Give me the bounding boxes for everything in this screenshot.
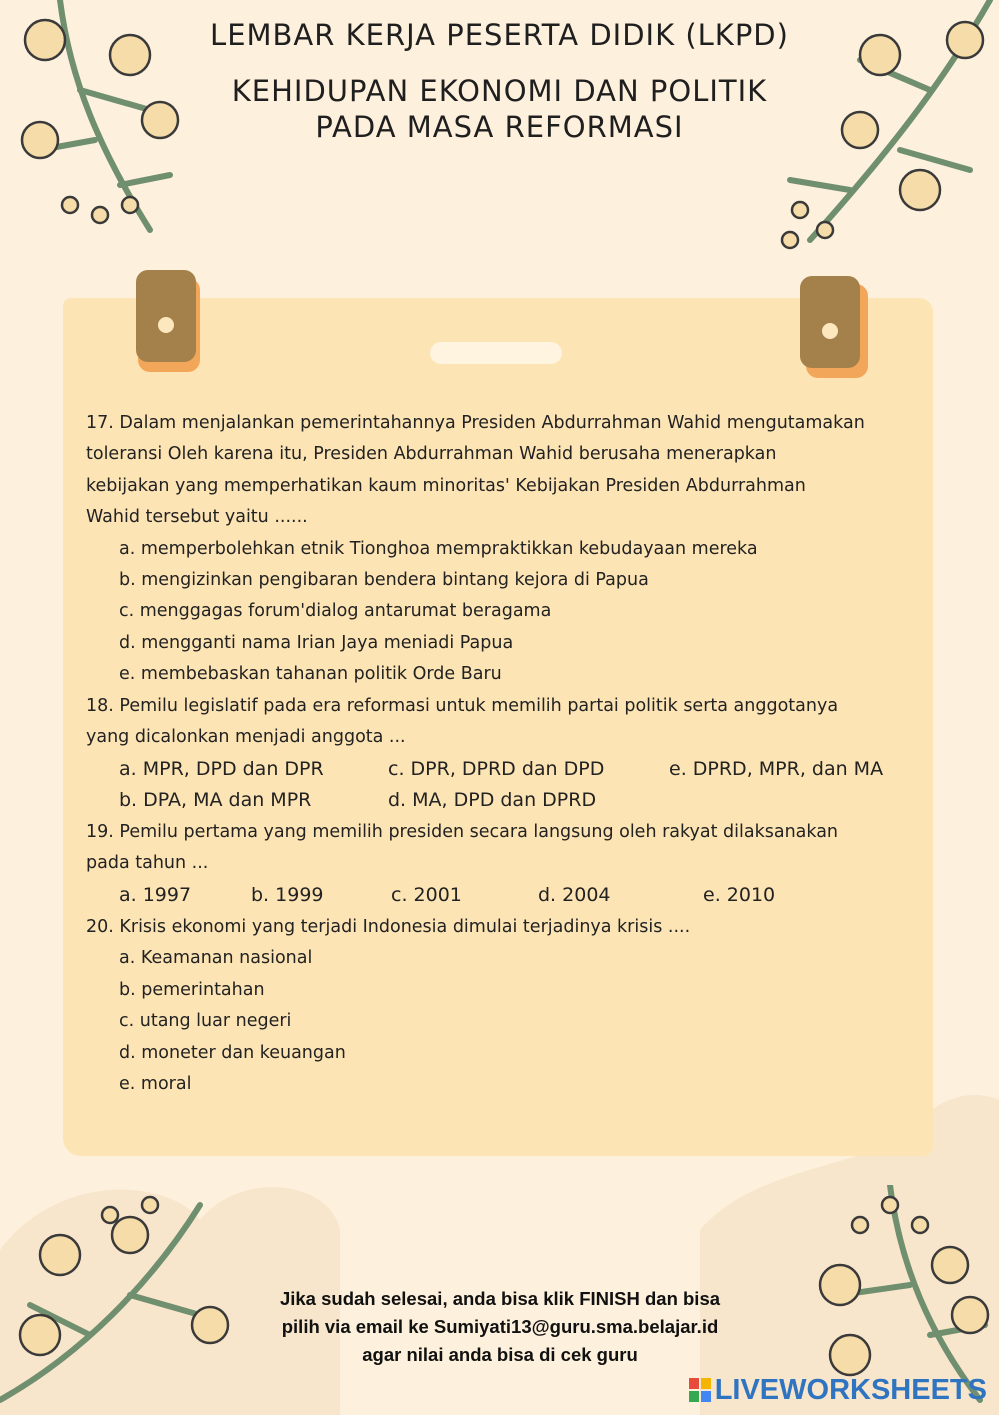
question-18-text-line: yang dicalonkan menjadi anggota ...: [86, 727, 406, 748]
finish-instructions-line-2: pilih via email ke Sumiyati13@guru.sma.belajar.id: [281, 1316, 719, 1337]
finish-instructions-line-1: Jika sudah selesai, anda bisa klik FINISH dan bisa: [279, 1288, 721, 1309]
finish-instructions: [180, 1285, 820, 1369]
question-17-text-line: toleransi Oleh karena itu, Presiden Abdurrahman Wahid berusaha menerapkan: [86, 444, 777, 465]
question-17-option-a[interactable]: a. memperbolehkan etnik Tionghoa mempraktikkan kebudayaan mereka: [119, 538, 758, 559]
paper-clip-left-icon: [136, 270, 196, 362]
question-18-options-row-1: [86, 754, 916, 785]
worksheet-subtitle: [0, 73, 999, 145]
subtitle-line-1: KEHIDUPAN EKONOMI DAN POLITIK: [231, 74, 768, 108]
question-17-text-line: kebijakan yang memperhatikan kaum minoritas' Kebijakan Presiden Abdurrahman: [86, 475, 806, 496]
question-19-option-e[interactable]: e. 2010: [703, 883, 776, 906]
subtitle-line-2: PADA MASA REFORMASI: [315, 110, 684, 144]
question-17: [86, 408, 916, 691]
question-19-option-b[interactable]: b. 1999: [251, 883, 324, 906]
question-18-text-line: 18. Pemilu legislatif pada era reformasi untuk memilih partai politik serta anggotanya: [86, 696, 839, 716]
question-18-option-a[interactable]: a. MPR, DPD dan DPR: [119, 757, 324, 780]
question-18-option-b[interactable]: b. DPA, MA dan MPR: [119, 788, 312, 811]
question-17-option-c[interactable]: c. menggagas forum'dialog antarumat beragama: [119, 601, 552, 622]
question-19-options-row: [86, 880, 916, 911]
question-19-option-c[interactable]: c. 2001: [391, 883, 462, 906]
question-18-option-e[interactable]: e. DPRD, MPR, dan MA: [669, 757, 884, 780]
question-20-option-a[interactable]: a. Keamanan nasional: [119, 948, 313, 969]
question-18-option-d[interactable]: d. MA, DPD dan DPRD: [388, 788, 597, 811]
question-20-option-c[interactable]: c. utang luar negeri: [119, 1011, 292, 1032]
question-19-text-line: 19. Pemilu pertama yang memilih presiden secara langsung oleh rakyat dilaksanakan: [86, 822, 839, 842]
question-17-option-e[interactable]: e. membebaskan tahanan politik Orde Baru: [119, 664, 502, 685]
question-18-option-c[interactable]: c. DPR, DPRD dan DPD: [388, 757, 605, 780]
question-19-text-line: pada tahun ...: [86, 853, 209, 874]
question-20-option-e[interactable]: e. moral: [119, 1073, 192, 1094]
question-17-option-d[interactable]: d. mengganti nama Irian Jaya meniadi Papua: [119, 632, 514, 653]
paper-slot: [430, 342, 562, 364]
question-20: [86, 912, 916, 1100]
question-17-text-line: 17. Dalam menjalankan pemerintahannya Presiden Abdurrahman Wahid mengutamakan: [86, 413, 865, 433]
question-17-option-b[interactable]: b. mengizinkan pengibaran bendera bintang kejora di Papua: [119, 569, 649, 590]
question-19: [86, 817, 916, 911]
question-17-text-line: Wahid tersebut yaitu ......: [86, 507, 308, 528]
paper-clip-right-icon: [800, 276, 860, 368]
question-19-option-d[interactable]: d. 2004: [538, 883, 611, 906]
question-20-option-d[interactable]: d. moneter dan keuangan: [119, 1042, 346, 1063]
liveworksheets-logo: [689, 1374, 987, 1407]
question-18-options-row-2: [86, 785, 916, 816]
finish-instructions-line-3: agar nilai anda bisa di cek guru: [362, 1344, 638, 1365]
liveworksheets-logo-text: LIVEWORKSHEETS: [714, 1374, 987, 1406]
question-18: [86, 691, 916, 816]
question-20-option-b[interactable]: b. pemerintahan: [119, 979, 265, 1000]
worksheet-title: LEMBAR KERJA PESERTA DIDIK (LKPD): [210, 18, 789, 52]
liveworksheets-logo-icon: [689, 1378, 711, 1402]
question-19-option-a[interactable]: a. 1997: [119, 883, 192, 906]
question-20-text-line: 20. Krisis ekonomi yang terjadi Indonesia dimulai terjadinya krisis ....: [86, 917, 691, 937]
